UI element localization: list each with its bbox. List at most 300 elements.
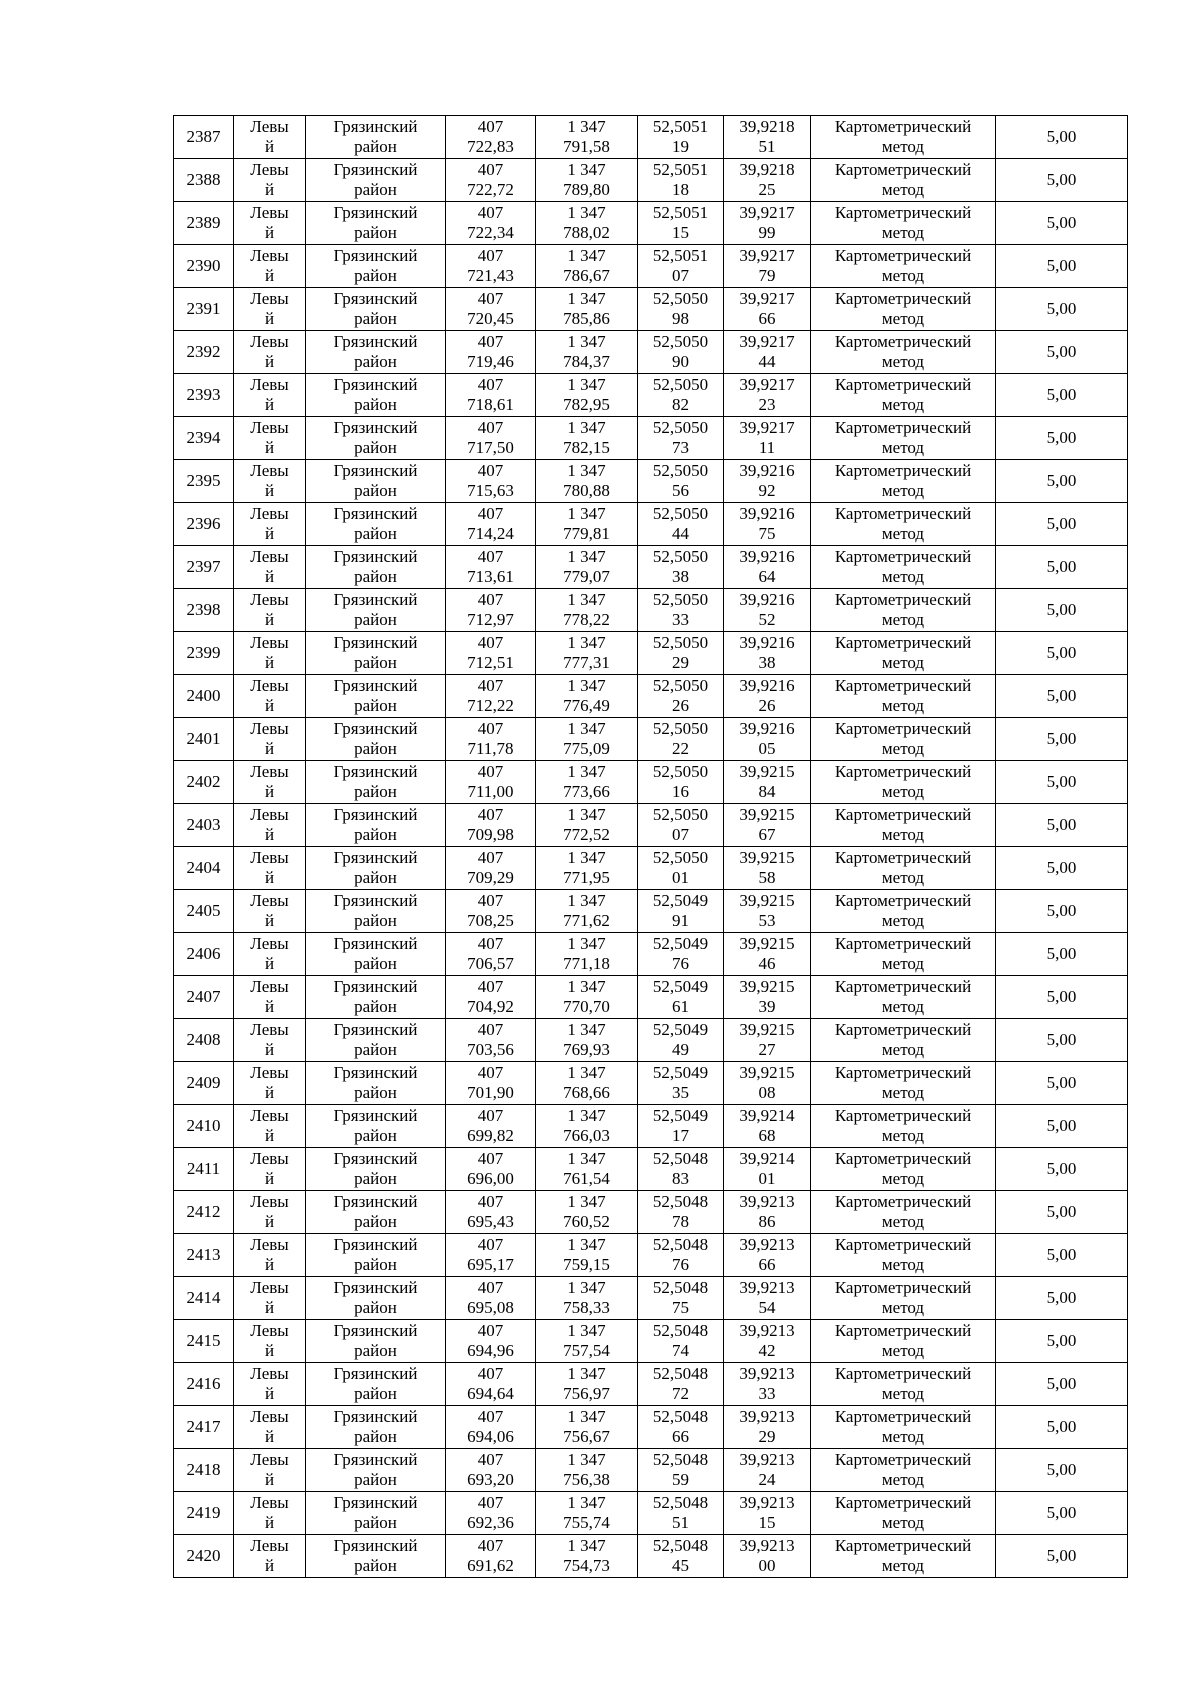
latitude-cell (638, 1191, 724, 1234)
table-row (174, 589, 1128, 632)
method-cell-line-2: метод (881, 1126, 925, 1145)
method-cell-line-2: метод (881, 1255, 925, 1274)
longitude-cell-line-2: 75 (758, 524, 776, 543)
bank-side-cell (234, 890, 306, 933)
longitude-cell-line-1: 39,9216 (739, 676, 795, 695)
accuracy-cell: 5,00 (996, 589, 1128, 632)
longitude-cell-line-2: 66 (758, 1255, 776, 1274)
district-cell-line-2: район (354, 524, 397, 543)
table-row (174, 1535, 1128, 1578)
accuracy-cell: 5,00 (996, 1320, 1128, 1363)
latitude-cell-line-1: 52,5048 (652, 1536, 709, 1555)
accuracy-cell: 5,00 (996, 1277, 1128, 1320)
latitude-cell (638, 804, 724, 847)
bank-side-cell (234, 1320, 306, 1363)
coord-y-cell (536, 718, 638, 761)
method-cell-line-1: Картометрический (834, 547, 972, 566)
latitude-cell-line-1: 52,5050 (652, 375, 709, 394)
coord-x-cell-line-2: 709,29 (467, 868, 514, 887)
bank-side-cell-line-1: Левы (250, 676, 289, 695)
district-cell-line-2: район (354, 1040, 397, 1059)
coord-x-cell-line-2: 701,90 (467, 1083, 514, 1102)
longitude-cell-line-2: 26 (758, 696, 776, 715)
latitude-cell-line-2: 22 (672, 739, 689, 758)
longitude-cell-line-1: 39,9215 (739, 1063, 795, 1082)
district-cell-line-1: Грязинский (333, 934, 418, 953)
coord-x-cell (446, 675, 536, 718)
district-cell-line-2: район (354, 868, 397, 887)
accuracy-cell: 5,00 (996, 761, 1128, 804)
latitude-cell (638, 417, 724, 460)
longitude-cell-line-1: 39,9218 (739, 160, 795, 179)
bank-side-cell (234, 933, 306, 976)
longitude-cell-line-1: 39,9213 (739, 1450, 795, 1469)
point-number-cell: 2397 (174, 546, 234, 589)
bank-side-cell-line-1: Левы (250, 504, 289, 523)
coord-x-cell-line-2: 720,45 (467, 309, 514, 328)
district-cell (306, 546, 446, 589)
bank-side-cell-line-2: й (264, 653, 275, 672)
coord-x-cell-line-1: 407 (477, 117, 504, 136)
method-cell-line-2: метод (881, 352, 925, 371)
longitude-cell-line-1: 39,9217 (739, 418, 795, 437)
point-number-cell: 2398 (174, 589, 234, 632)
point-number-cell: 2409 (174, 1062, 234, 1105)
coord-y-cell (536, 1492, 638, 1535)
coord-x-cell (446, 503, 536, 546)
longitude-cell (724, 761, 811, 804)
method-cell (811, 976, 996, 1019)
method-cell-line-1: Картометрический (834, 203, 972, 222)
accuracy-cell: 5,00 (996, 804, 1128, 847)
longitude-cell-line-2: 33 (758, 1384, 776, 1403)
coord-y-cell (536, 761, 638, 804)
longitude-cell (724, 374, 811, 417)
district-cell-line-1: Грязинский (333, 1235, 418, 1254)
coord-x-cell-line-1: 407 (477, 418, 504, 437)
coord-x-cell (446, 417, 536, 460)
district-cell-line-1: Грязинский (333, 1536, 418, 1555)
district-cell-line-2: район (354, 825, 397, 844)
coord-x-cell-line-1: 407 (477, 1407, 504, 1426)
latitude-cell-line-1: 52,5050 (652, 719, 709, 738)
coord-y-cell-line-2: 775,09 (563, 739, 610, 758)
latitude-cell-line-2: 29 (672, 653, 689, 672)
accuracy-cell: 5,00 (996, 503, 1128, 546)
point-number-cell: 2401 (174, 718, 234, 761)
bank-side-cell (234, 288, 306, 331)
accuracy-cell: 5,00 (996, 1234, 1128, 1277)
district-cell (306, 1105, 446, 1148)
bank-side-cell (234, 460, 306, 503)
method-cell-line-2: метод (881, 1341, 925, 1360)
latitude-cell (638, 1148, 724, 1191)
method-cell-line-1: Картометрический (834, 1450, 972, 1469)
coord-x-cell (446, 245, 536, 288)
latitude-cell-line-1: 52,5049 (652, 977, 709, 996)
longitude-cell-line-2: 52 (758, 610, 776, 629)
coord-y-cell-line-2: 766,03 (563, 1126, 610, 1145)
method-cell-line-1: Картометрический (834, 1536, 972, 1555)
bank-side-cell-line-2: й (264, 997, 275, 1016)
point-number-cell: 2390 (174, 245, 234, 288)
point-number-cell: 2400 (174, 675, 234, 718)
coord-x-cell (446, 1492, 536, 1535)
latitude-cell-line-1: 52,5051 (652, 160, 709, 179)
method-cell (811, 1277, 996, 1320)
coord-x-cell-line-2: 694,96 (467, 1341, 514, 1360)
district-cell (306, 1449, 446, 1492)
method-cell (811, 374, 996, 417)
coord-x-cell-line-2: 695,17 (467, 1255, 514, 1274)
latitude-cell-line-1: 52,5050 (652, 289, 709, 308)
bank-side-cell-line-1: Левы (250, 719, 289, 738)
district-cell-line-2: район (354, 997, 397, 1016)
accuracy-cell: 5,00 (996, 1535, 1128, 1578)
bank-side-cell-line-2: й (264, 1556, 275, 1575)
latitude-cell-line-2: 19 (672, 137, 689, 156)
district-cell (306, 1406, 446, 1449)
latitude-cell-line-2: 16 (672, 782, 689, 801)
coord-x-cell-line-2: 708,25 (467, 911, 514, 930)
point-number-cell: 2391 (174, 288, 234, 331)
method-cell (811, 804, 996, 847)
longitude-cell-line-1: 39,9213 (739, 1407, 795, 1426)
coord-x-cell-line-2: 704,92 (467, 997, 514, 1016)
coord-x-cell (446, 202, 536, 245)
district-cell (306, 675, 446, 718)
longitude-cell (724, 503, 811, 546)
coord-y-cell-line-2: 784,37 (563, 352, 610, 371)
longitude-cell-line-2: 25 (758, 180, 776, 199)
accuracy-cell: 5,00 (996, 1062, 1128, 1105)
accuracy-cell: 5,00 (996, 976, 1128, 1019)
table-row (174, 847, 1128, 890)
coord-y-cell-line-1: 1 347 (567, 160, 606, 179)
method-cell-line-2: метод (881, 438, 925, 457)
coord-y-cell-line-1: 1 347 (567, 1493, 606, 1512)
latitude-cell (638, 890, 724, 933)
method-cell (811, 718, 996, 761)
longitude-cell (724, 1320, 811, 1363)
coord-y-cell-line-1: 1 347 (567, 375, 606, 394)
latitude-cell (638, 503, 724, 546)
coord-x-cell (446, 1019, 536, 1062)
coord-y-cell-line-2: 769,93 (563, 1040, 610, 1059)
method-cell-line-2: метод (881, 997, 925, 1016)
coord-x-cell (446, 804, 536, 847)
longitude-cell (724, 1535, 811, 1578)
method-cell-line-2: метод (881, 1470, 925, 1489)
accuracy-cell: 5,00 (996, 632, 1128, 675)
longitude-cell (724, 847, 811, 890)
latitude-cell (638, 202, 724, 245)
latitude-cell-line-1: 52,5050 (652, 547, 709, 566)
coord-y-cell-line-1: 1 347 (567, 1450, 606, 1469)
bank-side-cell-line-1: Левы (250, 805, 289, 824)
accuracy-cell: 5,00 (996, 116, 1128, 159)
point-number-cell: 2406 (174, 933, 234, 976)
method-cell-line-1: Картометрический (834, 848, 972, 867)
longitude-cell-line-2: 00 (758, 1556, 776, 1575)
latitude-cell-line-2: 33 (672, 610, 689, 629)
longitude-cell-line-1: 39,9216 (739, 590, 795, 609)
district-cell-line-1: Грязинский (333, 547, 418, 566)
latitude-cell-line-1: 52,5048 (652, 1407, 709, 1426)
point-number-cell: 2414 (174, 1277, 234, 1320)
bank-side-cell-line-1: Левы (250, 1149, 289, 1168)
point-number-cell: 2402 (174, 761, 234, 804)
latitude-cell-line-2: 44 (672, 524, 689, 543)
coord-x-cell-line-1: 407 (477, 547, 504, 566)
district-cell-line-2: район (354, 1255, 397, 1274)
district-cell-line-1: Грязинский (333, 1278, 418, 1297)
point-number-cell: 2420 (174, 1535, 234, 1578)
coord-y-cell-line-2: 779,07 (563, 567, 610, 586)
coord-y-cell (536, 890, 638, 933)
method-cell-line-1: Картометрический (834, 1278, 972, 1297)
coord-x-cell-line-1: 407 (477, 805, 504, 824)
coord-y-cell (536, 1019, 638, 1062)
coord-x-cell (446, 288, 536, 331)
coord-y-cell-line-2: 777,31 (563, 653, 610, 672)
latitude-cell-line-1: 52,5049 (652, 1106, 709, 1125)
method-cell (811, 890, 996, 933)
coord-x-cell-line-1: 407 (477, 504, 504, 523)
coord-x-cell-line-1: 407 (477, 160, 504, 179)
district-cell-line-1: Грязинский (333, 160, 418, 179)
longitude-cell-line-2: 99 (758, 223, 776, 242)
point-number-cell: 2399 (174, 632, 234, 675)
district-cell (306, 804, 446, 847)
method-cell (811, 1363, 996, 1406)
bank-side-cell-line-1: Левы (250, 1493, 289, 1512)
method-cell (811, 546, 996, 589)
coord-y-cell-line-2: 756,97 (563, 1384, 610, 1403)
district-cell (306, 503, 446, 546)
point-number-cell: 2408 (174, 1019, 234, 1062)
coord-x-cell-line-1: 407 (477, 289, 504, 308)
district-cell-line-1: Грязинский (333, 375, 418, 394)
bank-side-cell-line-2: й (264, 825, 275, 844)
coord-y-cell (536, 1363, 638, 1406)
coord-x-cell-line-1: 407 (477, 977, 504, 996)
bank-side-cell (234, 976, 306, 1019)
district-cell-line-2: район (354, 309, 397, 328)
longitude-cell-line-2: 58 (758, 868, 776, 887)
point-number-cell: 2412 (174, 1191, 234, 1234)
method-cell-line-2: метод (881, 1169, 925, 1188)
coord-y-cell-line-2: 785,86 (563, 309, 610, 328)
bank-side-cell (234, 1019, 306, 1062)
method-cell-line-1: Картометрический (834, 418, 972, 437)
method-cell-line-2: метод (881, 739, 925, 758)
coord-y-cell (536, 1062, 638, 1105)
district-cell-line-2: район (354, 1083, 397, 1102)
coord-x-cell-line-2: 706,57 (467, 954, 514, 973)
method-cell (811, 847, 996, 890)
district-cell (306, 331, 446, 374)
longitude-cell-line-1: 39,9218 (739, 117, 795, 136)
district-cell (306, 890, 446, 933)
district-cell-line-2: район (354, 782, 397, 801)
method-cell-line-1: Картометрический (834, 461, 972, 480)
point-number-cell: 2415 (174, 1320, 234, 1363)
latitude-cell-line-2: 59 (672, 1470, 689, 1489)
bank-side-cell-line-2: й (264, 610, 275, 629)
coord-x-cell-line-1: 407 (477, 1364, 504, 1383)
method-cell-line-1: Картометрический (834, 289, 972, 308)
longitude-cell-line-2: 92 (758, 481, 776, 500)
method-cell-line-1: Картометрический (834, 117, 972, 136)
table-row (174, 675, 1128, 718)
method-cell-line-1: Картометрический (834, 891, 972, 910)
accuracy-cell: 5,00 (996, 331, 1128, 374)
coord-y-cell (536, 1535, 638, 1578)
district-cell-line-2: район (354, 1513, 397, 1532)
coord-y-cell-line-2: 788,02 (563, 223, 610, 242)
longitude-cell (724, 245, 811, 288)
method-cell (811, 460, 996, 503)
bank-side-cell-line-1: Левы (250, 977, 289, 996)
bank-side-cell-line-2: й (264, 309, 275, 328)
latitude-cell-line-1: 52,5049 (652, 934, 709, 953)
table-row (174, 417, 1128, 460)
method-cell-line-1: Картометрический (834, 160, 972, 179)
point-number-cell: 2417 (174, 1406, 234, 1449)
coord-x-cell-line-2: 714,24 (467, 524, 514, 543)
table-row (174, 804, 1128, 847)
district-cell (306, 417, 446, 460)
point-number-cell: 2410 (174, 1105, 234, 1148)
latitude-cell-line-2: 38 (672, 567, 689, 586)
district-cell-line-1: Грязинский (333, 1493, 418, 1512)
district-cell-line-1: Грязинский (333, 1407, 418, 1426)
longitude-cell (724, 460, 811, 503)
coord-x-cell-line-1: 407 (477, 1235, 504, 1254)
district-cell (306, 1062, 446, 1105)
longitude-cell-line-2: 11 (758, 438, 776, 457)
coord-y-cell-line-2: 757,54 (563, 1341, 610, 1360)
bank-side-cell-line-1: Левы (250, 1063, 289, 1082)
coord-y-cell-line-1: 1 347 (567, 1192, 606, 1211)
bank-side-cell-line-2: й (264, 266, 275, 285)
coord-x-cell (446, 546, 536, 589)
coord-x-cell-line-1: 407 (477, 719, 504, 738)
coord-y-cell-line-2: 778,22 (563, 610, 610, 629)
longitude-cell (724, 1019, 811, 1062)
coord-x-cell-line-2: 695,08 (467, 1298, 514, 1317)
latitude-cell-line-2: 07 (672, 825, 689, 844)
longitude-cell-line-2: 05 (758, 739, 776, 758)
coord-y-cell-line-1: 1 347 (567, 1106, 606, 1125)
coord-x-cell-line-2: 715,63 (467, 481, 514, 500)
coord-y-cell-line-2: 771,95 (563, 868, 610, 887)
point-number-cell: 2404 (174, 847, 234, 890)
table-row (174, 718, 1128, 761)
coord-x-cell-line-1: 407 (477, 1192, 504, 1211)
coord-x-cell-line-2: 718,61 (467, 395, 514, 414)
method-cell (811, 589, 996, 632)
district-cell-line-1: Грязинский (333, 1063, 418, 1082)
accuracy-cell: 5,00 (996, 1105, 1128, 1148)
longitude-cell-line-2: 66 (758, 309, 776, 328)
district-cell-line-1: Грязинский (333, 1321, 418, 1340)
coord-x-cell (446, 933, 536, 976)
table-row (174, 159, 1128, 202)
coord-y-cell (536, 546, 638, 589)
latitude-cell-line-1: 52,5048 (652, 1493, 709, 1512)
accuracy-cell: 5,00 (996, 933, 1128, 976)
district-cell-line-2: район (354, 1470, 397, 1489)
bank-side-cell-line-1: Левы (250, 203, 289, 222)
bank-side-cell-line-1: Левы (250, 1450, 289, 1469)
longitude-cell-line-1: 39,9215 (739, 1020, 795, 1039)
coord-y-cell-line-2: 768,66 (563, 1083, 610, 1102)
district-cell-line-1: Грязинский (333, 1106, 418, 1125)
coord-x-cell-line-2: 693,20 (467, 1470, 514, 1489)
coord-x-cell-line-2: 692,36 (467, 1513, 514, 1532)
longitude-cell-line-2: 08 (758, 1083, 776, 1102)
coord-y-cell-line-2: 770,70 (563, 997, 610, 1016)
bank-side-cell-line-1: Левы (250, 590, 289, 609)
bank-side-cell-line-2: й (264, 739, 275, 758)
coord-y-cell-line-2: 776,49 (563, 696, 610, 715)
district-cell-line-1: Грязинский (333, 332, 418, 351)
table-row (174, 976, 1128, 1019)
coord-y-cell (536, 503, 638, 546)
latitude-cell-line-1: 52,5050 (652, 633, 709, 652)
coord-y-cell-line-1: 1 347 (567, 848, 606, 867)
bank-side-cell-line-1: Левы (250, 547, 289, 566)
table-row (174, 1019, 1128, 1062)
longitude-cell (724, 1191, 811, 1234)
coord-x-cell (446, 1234, 536, 1277)
accuracy-cell: 5,00 (996, 546, 1128, 589)
method-cell (811, 1019, 996, 1062)
latitude-cell-line-1: 52,5050 (652, 762, 709, 781)
accuracy-cell: 5,00 (996, 460, 1128, 503)
district-cell-line-2: район (354, 610, 397, 629)
longitude-cell-line-2: 79 (758, 266, 776, 285)
coord-y-cell (536, 159, 638, 202)
coord-y-cell-line-2: 759,15 (563, 1255, 610, 1274)
coord-x-cell (446, 1191, 536, 1234)
longitude-cell-line-2: 53 (758, 911, 776, 930)
method-cell (811, 761, 996, 804)
latitude-cell-line-2: 90 (672, 352, 689, 371)
coord-x-cell (446, 1320, 536, 1363)
method-cell-line-2: метод (881, 1040, 925, 1059)
district-cell-line-2: район (354, 911, 397, 930)
coord-y-cell-line-2: 773,66 (563, 782, 610, 801)
coord-x-cell-line-1: 407 (477, 676, 504, 695)
coord-x-cell-line-1: 407 (477, 762, 504, 781)
bank-side-cell (234, 761, 306, 804)
bank-side-cell-line-1: Левы (250, 1106, 289, 1125)
latitude-cell-line-2: 01 (672, 868, 689, 887)
coord-x-cell-line-2: 691,62 (467, 1556, 514, 1575)
district-cell (306, 460, 446, 503)
longitude-cell (724, 202, 811, 245)
table-row (174, 890, 1128, 933)
coord-x-cell-line-1: 407 (477, 461, 504, 480)
latitude-cell-line-2: 15 (672, 223, 689, 242)
district-cell-line-1: Грязинский (333, 590, 418, 609)
district-cell-line-2: район (354, 266, 397, 285)
latitude-cell (638, 675, 724, 718)
point-number-cell: 2411 (174, 1148, 234, 1191)
